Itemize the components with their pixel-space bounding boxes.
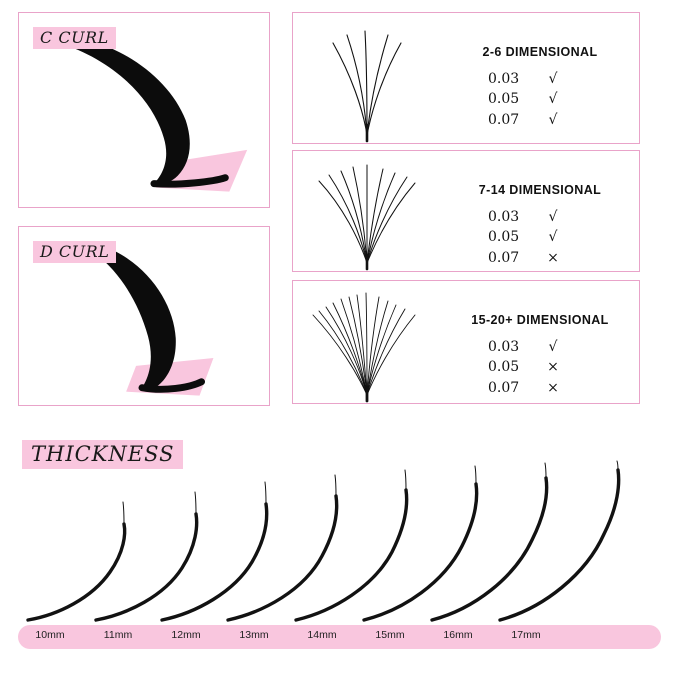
dimensional-row bbox=[488, 248, 592, 268]
tick-label-10mm: 10mm bbox=[35, 629, 65, 641]
lash-13mm bbox=[228, 496, 337, 620]
thickness-lash-row bbox=[0, 460, 679, 625]
thickness-value: 0.07 bbox=[488, 111, 520, 128]
lash-15mm bbox=[364, 484, 477, 620]
dimensional-row bbox=[488, 207, 592, 227]
c-curl-lash-shape bbox=[59, 35, 190, 185]
dimensional-row bbox=[488, 378, 592, 398]
dimensional-rows bbox=[488, 207, 592, 268]
dimensional-title: 7-14 DIMENSIONAL bbox=[478, 183, 602, 197]
d-curl-panel bbox=[18, 226, 270, 406]
dimensional-row bbox=[488, 69, 592, 89]
d-curl-label: D CURL bbox=[33, 241, 116, 263]
dimensional-row bbox=[488, 227, 592, 247]
availability-mark: √ bbox=[548, 71, 558, 87]
lash-11mm bbox=[96, 514, 197, 620]
dimensional-info-15-20plus bbox=[441, 281, 639, 403]
fan-svg-large bbox=[293, 281, 441, 405]
dimensional-panel-15-20plus bbox=[292, 280, 640, 404]
dimensional-panel-7-14 bbox=[292, 150, 640, 272]
availability-mark: × bbox=[547, 249, 559, 266]
c-curl-panel bbox=[18, 12, 270, 208]
availability-mark: √ bbox=[548, 339, 558, 355]
tick-label-15mm: 15mm bbox=[375, 629, 405, 641]
lash-17mm bbox=[500, 470, 619, 620]
dimensional-row bbox=[488, 89, 592, 109]
dimensional-title: 15-20+ DIMENSIONAL bbox=[471, 313, 609, 327]
lash-14mm bbox=[296, 490, 407, 620]
tick-label-13mm: 13mm bbox=[239, 629, 269, 641]
availability-mark: √ bbox=[548, 91, 558, 108]
dimensional-info-7-14 bbox=[441, 151, 639, 271]
lash-12mm bbox=[162, 504, 267, 620]
thickness-value: 0.03 bbox=[488, 209, 520, 225]
availability-mark: × bbox=[547, 379, 559, 396]
fan-svg-small bbox=[293, 13, 441, 145]
availability-mark: √ bbox=[548, 209, 558, 225]
thickness-value: 0.03 bbox=[488, 71, 520, 87]
fan-illustration-7-14 bbox=[293, 151, 441, 271]
thickness-value: 0.07 bbox=[488, 249, 520, 266]
dimensional-row bbox=[488, 357, 592, 377]
tick-label-11mm: 11mm bbox=[103, 629, 133, 641]
dimensional-row bbox=[488, 337, 592, 357]
availability-mark: √ bbox=[548, 229, 558, 246]
thickness-section-title: THICKNESS bbox=[22, 440, 183, 469]
fan-illustration-15-20plus bbox=[293, 281, 441, 403]
dimensional-info-2-6 bbox=[441, 13, 639, 143]
thickness-value: 0.07 bbox=[488, 379, 520, 396]
lash-10mm bbox=[28, 524, 125, 620]
thickness-value: 0.05 bbox=[488, 229, 520, 246]
lash-16mm bbox=[432, 478, 547, 620]
dimensional-rows bbox=[488, 69, 592, 130]
tick-label-14mm: 14mm bbox=[307, 629, 337, 641]
d-curl-lash-shape bbox=[94, 245, 175, 389]
tick-label-17mm: 17mm bbox=[511, 629, 541, 641]
availability-mark: √ bbox=[548, 111, 558, 128]
dimensional-panel-2-6 bbox=[292, 12, 640, 144]
dimensional-title: 2-6 DIMENSIONAL bbox=[482, 45, 598, 59]
fan-illustration-2-6 bbox=[293, 13, 441, 143]
thickness-value: 0.05 bbox=[488, 91, 520, 108]
fan-svg-medium bbox=[293, 151, 441, 273]
tick-label-16mm: 16mm bbox=[443, 629, 473, 641]
thickness-value: 0.05 bbox=[488, 359, 520, 376]
c-curl-label: C CURL bbox=[33, 27, 116, 49]
dimensional-row bbox=[488, 110, 592, 130]
thickness-value: 0.03 bbox=[488, 339, 520, 355]
availability-mark: × bbox=[547, 359, 559, 376]
tick-label-12mm: 12mm bbox=[171, 629, 201, 641]
dimensional-rows bbox=[488, 337, 592, 398]
